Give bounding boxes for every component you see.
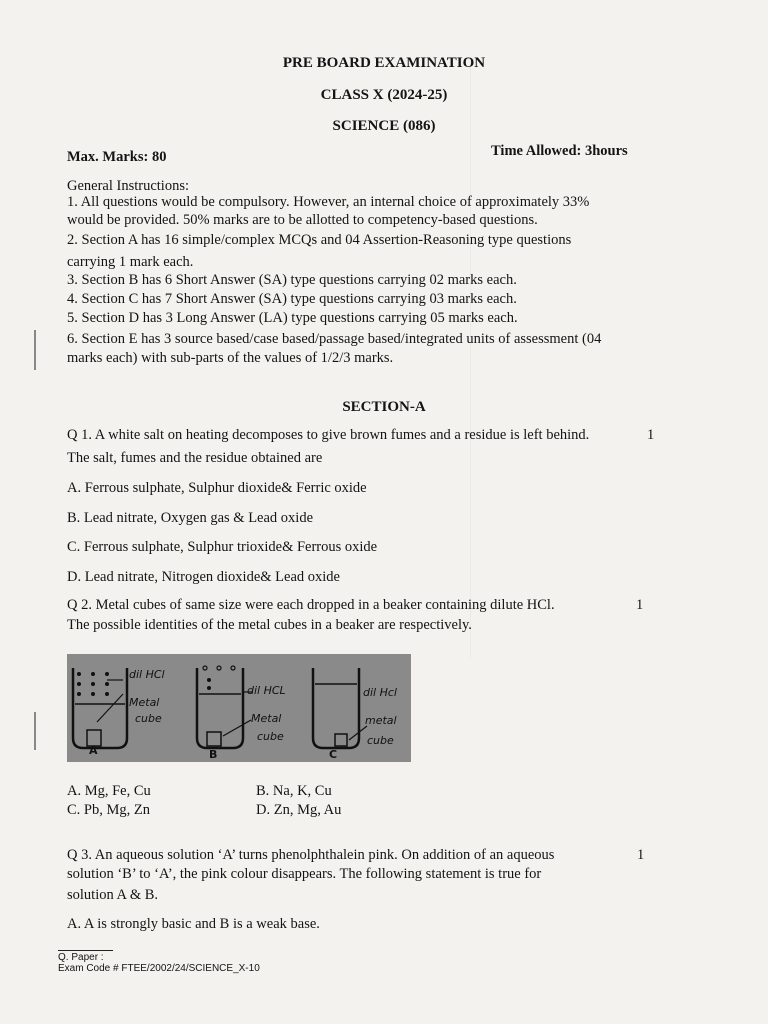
q3-text-line2: solution ‘B’ to ‘A’, the pink colour disappears. The following statement is true for [67,866,542,882]
beaker-a-metal-label: Metal [129,696,160,709]
instruction-line: 6. Section E has 3 source based/case based/passage based/integrated units of assessment (04 [67,331,602,347]
instructions-heading: General Instructions: [67,178,190,194]
q1-option-d: D. Lead nitrate, Nitrogen dioxide& Lead oxide [67,569,340,585]
q1-option-c: C. Ferrous sulphate, Sulphur trioxide& Ferrous oxide [67,539,378,555]
q3-text-line1: Q 3. An aqueous solution ‘A’ turns phenolphthalein pink. On addition of an aqueous [67,847,555,863]
q2-option-b: B. Na, K, Cu [256,783,332,799]
class-label: CLASS X (2024-25) [320,87,448,103]
subject-label: SCIENCE (086) [332,118,436,134]
instruction-line: 1. All questions would be compulsory. However, an internal choice of approximately 33% [67,194,590,210]
beakers-drawing [67,654,411,762]
beaker-b-cube-label: cube [257,730,284,743]
q1-option-b: B. Lead nitrate, Oxygen gas & Lead oxide [67,510,314,526]
beaker-a-letter: A [89,744,98,757]
instruction-line: 2. Section A has 16 simple/complex MCQs and 04 Assertion-Reasoning type questions [67,232,572,248]
q1-marks: 1 [647,427,655,443]
q2-text-line1: Q 2. Metal cubes of same size were each dropped in a beaker containing dilute HCl. [67,597,555,613]
beaker-c-letter: C [329,748,338,761]
beaker-c-acid-label: dil Hcl [363,686,397,699]
q2-text-line2: The possible identities of the metal cubes in a beaker are respectively. [67,617,472,633]
instruction-line: carrying 1 mark each. [67,254,194,270]
q3-text-line3: solution A & B. [67,887,159,903]
q2-option-d: D. Zn, Mg, Au [256,802,342,818]
scan-edge-mark [34,712,36,750]
q2-option-c: C. Pb, Mg, Zn [67,802,150,818]
instruction-line: 5. Section D has 3 Long Answer (LA) type questions carrying 05 marks each. [67,310,518,326]
instruction-line: 4. Section C has 7 Short Answer (SA) type questions carrying 03 marks each. [67,291,517,307]
max-marks: Max. Marks: 80 [67,149,167,165]
q1-text-line2: The salt, fumes and the residue obtained are [67,450,323,466]
time-allowed: Time Allowed: 3hours [491,143,628,159]
beaker-c-metal-label: metal [365,714,397,727]
footer-label: Q. Paper : [58,952,104,963]
footer-rule [58,950,113,951]
exam-title: PRE BOARD EXAMINATION [282,55,486,71]
beaker-c-cube-label: cube [367,734,394,747]
beaker-a-cube-label: cube [135,712,162,725]
beaker-b-acid-label: dil HCL [247,684,286,697]
instruction-line: marks each) with sub-parts of the values of 1/2/3 marks. [67,350,394,366]
q1-text-line1: Q 1. A white salt on heating decomposes to give brown fumes and a residue is left behind. [67,427,590,443]
beaker-a-acid-label: dil HCl [129,668,165,681]
beaker-b-letter: B [209,748,218,761]
q1-option-a: A. Ferrous sulphate, Sulphur dioxide& Ferric oxide [67,480,367,496]
section-heading: SECTION-A [342,399,426,415]
scan-edge-mark [34,330,36,370]
beaker-b-metal-label: Metal [251,712,282,725]
instruction-line: would be provided. 50% marks are to be allotted to competency-based questions. [67,212,538,228]
q3-marks: 1 [637,847,645,863]
q3-option-a: A. A is strongly basic and B is a weak base. [67,916,320,932]
beakers-figure [67,654,411,762]
q2-marks: 1 [636,597,644,613]
instruction-line: 3. Section B has 6 Short Answer (SA) type questions carrying 02 marks each. [67,272,517,288]
q2-option-a: A. Mg, Fe, Cu [67,783,151,799]
footer-exam-code: Exam Code # FTEE/2002/24/SCIENCE_X-10 [58,963,260,974]
